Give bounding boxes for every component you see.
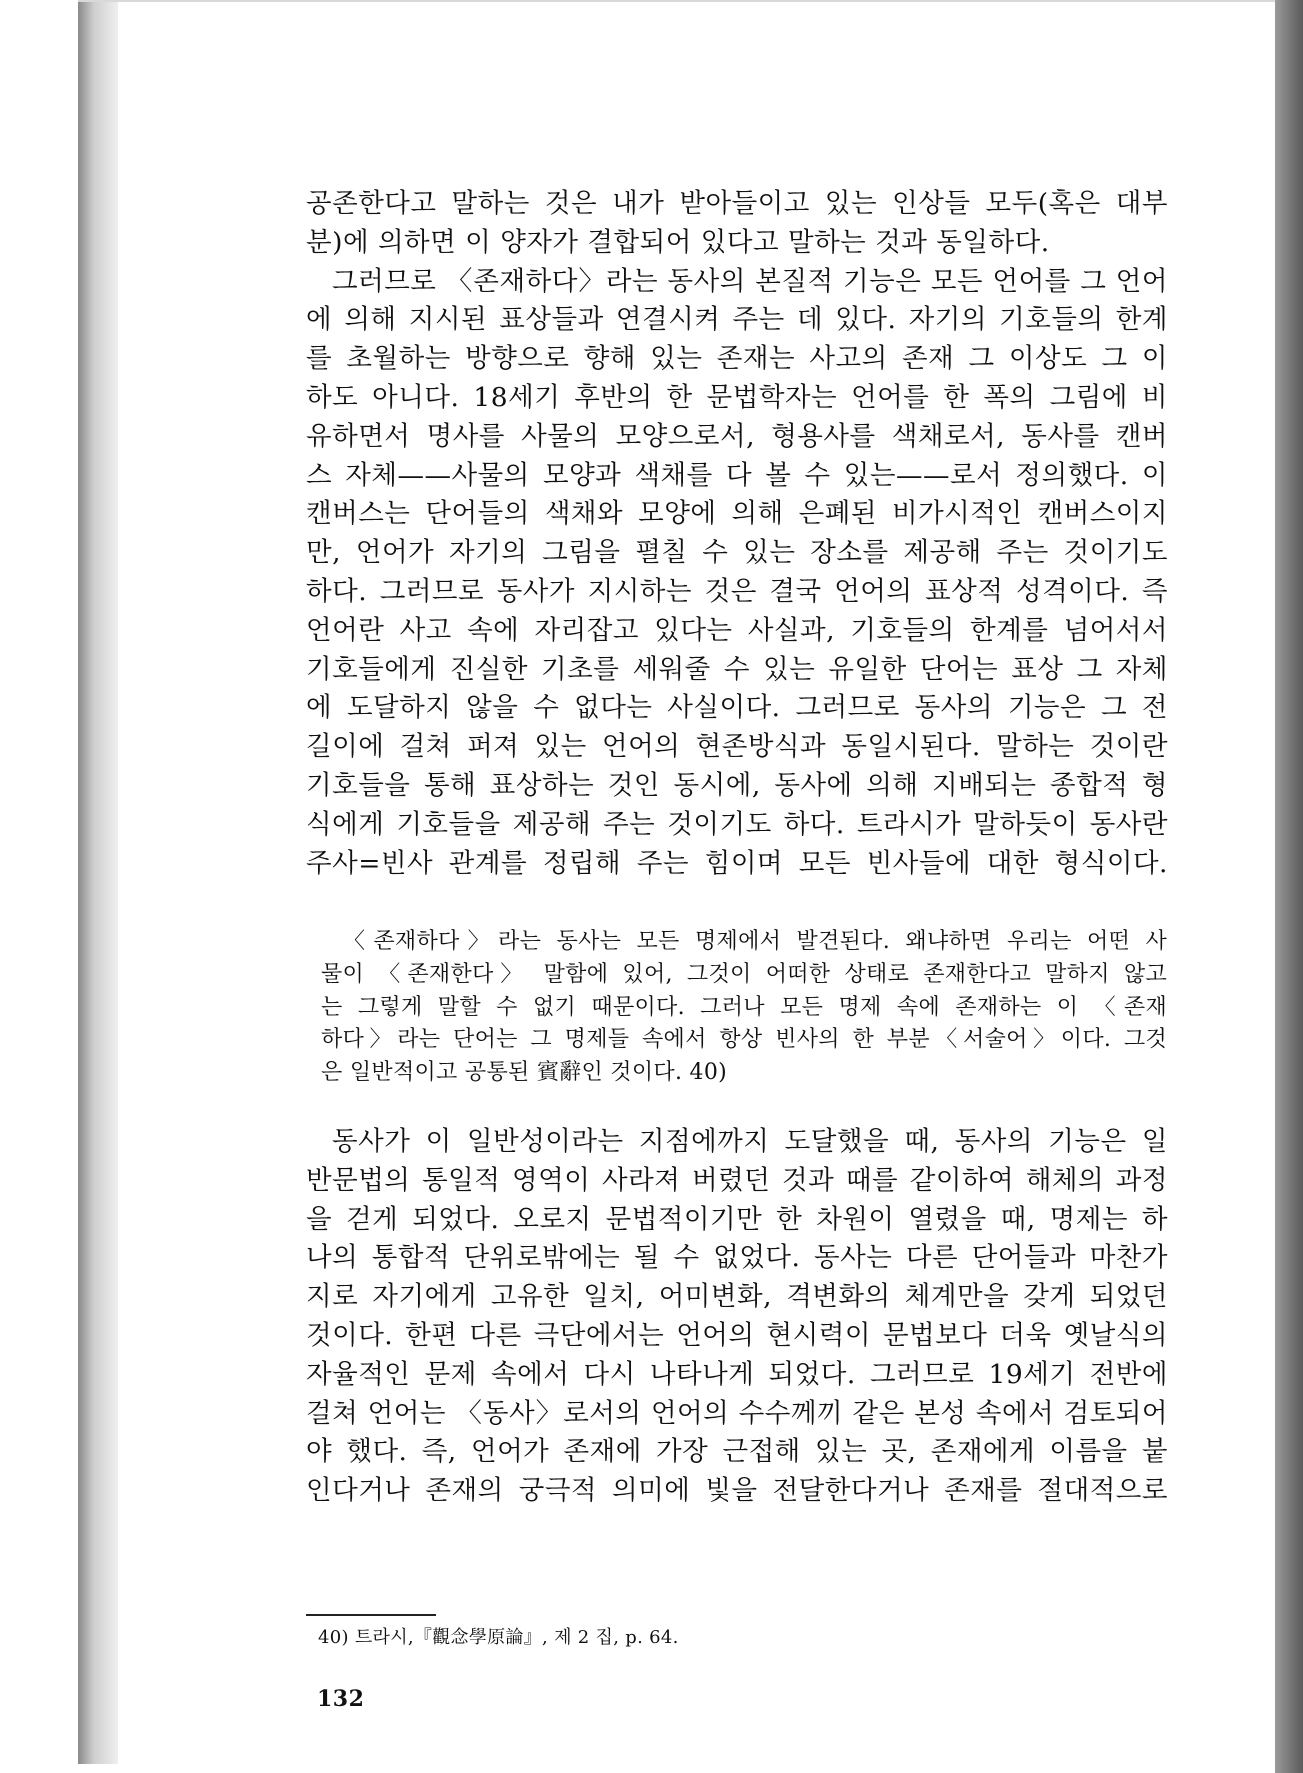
text-line: 걸쳐 언어는 〈동사〉로서의 언어의 수수께끼 같은 본성 속에서 검토되어 [306, 1397, 1168, 1429]
right-border-bar [1275, 0, 1303, 1773]
quote-line: 하다〉라는 단어는 그 명제들 속에서 항상 빈사의 한 부분〈서술어〉이다. 그것 [321, 1027, 1167, 1053]
text-line: 식에게 기호들을 제공해 주는 것이기도 하다. 트라시가 말하듯이 동사란 [306, 808, 1168, 840]
text-line: 만, 언어가 자기의 그림을 펼칠 수 있는 장소를 제공해 주는 것이기도 [306, 537, 1168, 569]
text-line: 그러므로 〈존재하다〉라는 동사의 본질적 기능은 모든 언어를 그 언어 [332, 265, 1168, 297]
text-line: 하도 아니다. 18세기 후반의 한 문법학자는 언어를 한 폭의 그림에 비 [306, 381, 1168, 413]
text-line: 하다. 그러므로 동사가 지시하는 것은 결국 언어의 표상적 성격이다. 즉 [306, 575, 1168, 607]
text-line: 스 자체——사물의 모양과 색채를 다 볼 수 있는——로서 정의했다. 이 [306, 459, 1168, 491]
body-text-bottom [306, 1123, 1168, 1511]
text-line: 길이에 걸쳐 퍼져 있는 언어의 현존방식과 동일시된다. 말하는 것이란 [306, 731, 1168, 763]
text-line: 에 의해 지시된 표상들과 연결시켜 주는 데 있다. 자기의 기호들의 한계 [306, 304, 1168, 336]
page-number: 132 [317, 1686, 365, 1712]
text-line: 캔버스는 단어들의 색채와 모양에 의해 은폐된 비가시적인 캔버스이지 [306, 498, 1168, 530]
text-line: 언어란 사고 속에 자리잡고 있다는 사실과, 기호들의 한계를 넘어서서 [306, 614, 1168, 646]
text-line: 주사=빈사 관계를 정립해 주는 힘이며 모든 빈사들에 대한 형식이다. [306, 847, 1168, 879]
footnote: 40) 트라시,『觀念學原論』, 제 2 집, p. 64. [318, 1627, 679, 1648]
text-line: 기호들을 통해 표상하는 것인 동시에, 동사에 의해 지배되는 종합적 형 [306, 769, 1168, 801]
quote-line: 는 그렇게 말할 수 없기 때문이다. 그러나 모든 명제 속에 존재하는 이 〈존재 [321, 994, 1167, 1020]
text-line: 자율적인 문제 속에서 다시 나타나게 되었다. 그러므로 19세기 전반에 [306, 1358, 1168, 1390]
body-text-top [306, 185, 1168, 883]
text-line: 지로 자기에게 고유한 일치, 어미변화, 격변화의 체계만을 갖게 되었던 [306, 1281, 1168, 1313]
text-line: 에 도달하지 않을 수 없다는 사실이다. 그러므로 동사의 기능은 그 전 [306, 692, 1168, 724]
text-line: 을 걷게 되었다. 오로지 문법적이기만 한 차원이 열렸을 때, 명제는 하 [306, 1203, 1168, 1235]
text-line: 유하면서 명사를 사물의 모양으로서, 형용사를 색채로서, 동사를 캔버 [306, 420, 1168, 452]
text-line: 인다거나 존재의 궁극적 의미에 빛을 전달한다거나 존재를 절대적으로 [306, 1475, 1168, 1507]
text-line: 분)에 의하면 이 양자가 결합되어 있다고 말하는 것과 동일하다. [306, 226, 1050, 258]
text-line: 기호들에게 진실한 기초를 세워줄 수 있는 유일한 단어는 표상 그 자체 [306, 653, 1168, 685]
block-quote [321, 926, 1167, 1090]
text-line: 반문법의 통일적 영역이 사라져 버렸던 것과 때를 같이하여 해체의 과정 [306, 1164, 1168, 1196]
text-line: 나의 통합적 단위로밖에는 될 수 없었다. 동사는 다른 단어들과 마찬가 [306, 1242, 1168, 1274]
text-line: 를 초월하는 방향으로 향해 있는 존재는 사고의 존재 그 이상도 그 이 [306, 343, 1168, 375]
text-line: 야 했다. 즉, 언어가 존재에 가장 근접해 있는 곳, 존재에게 이름을 붙 [306, 1436, 1168, 1468]
footnote-separator [306, 1614, 436, 1616]
quote-line: 물이 〈존재한다〉 말함에 있어, 그것이 어떠한 상태로 존재한다고 말하지 않고 [321, 961, 1167, 987]
text-line: 동사가 이 일반성이라는 지점에까지 도달했을 때, 동사의 기능은 일 [332, 1126, 1168, 1157]
page-stack-edge [78, 2, 119, 1764]
quote-line: 〈존재하다〉라는 동사는 모든 명제에서 발견된다. 왜냐하면 우리는 어떤 사 [343, 929, 1167, 954]
text-line: 것이다. 한편 다른 극단에서는 언어의 현시력이 문법보다 더욱 옛날식의 [306, 1319, 1168, 1351]
quote-line: 은 일반적이고 공통된 賓辭인 것이다. 40) [321, 1060, 728, 1086]
text-line: 공존한다고 말하는 것은 내가 받아들이고 있는 인상들 모두(혹은 대부 [306, 188, 1168, 219]
